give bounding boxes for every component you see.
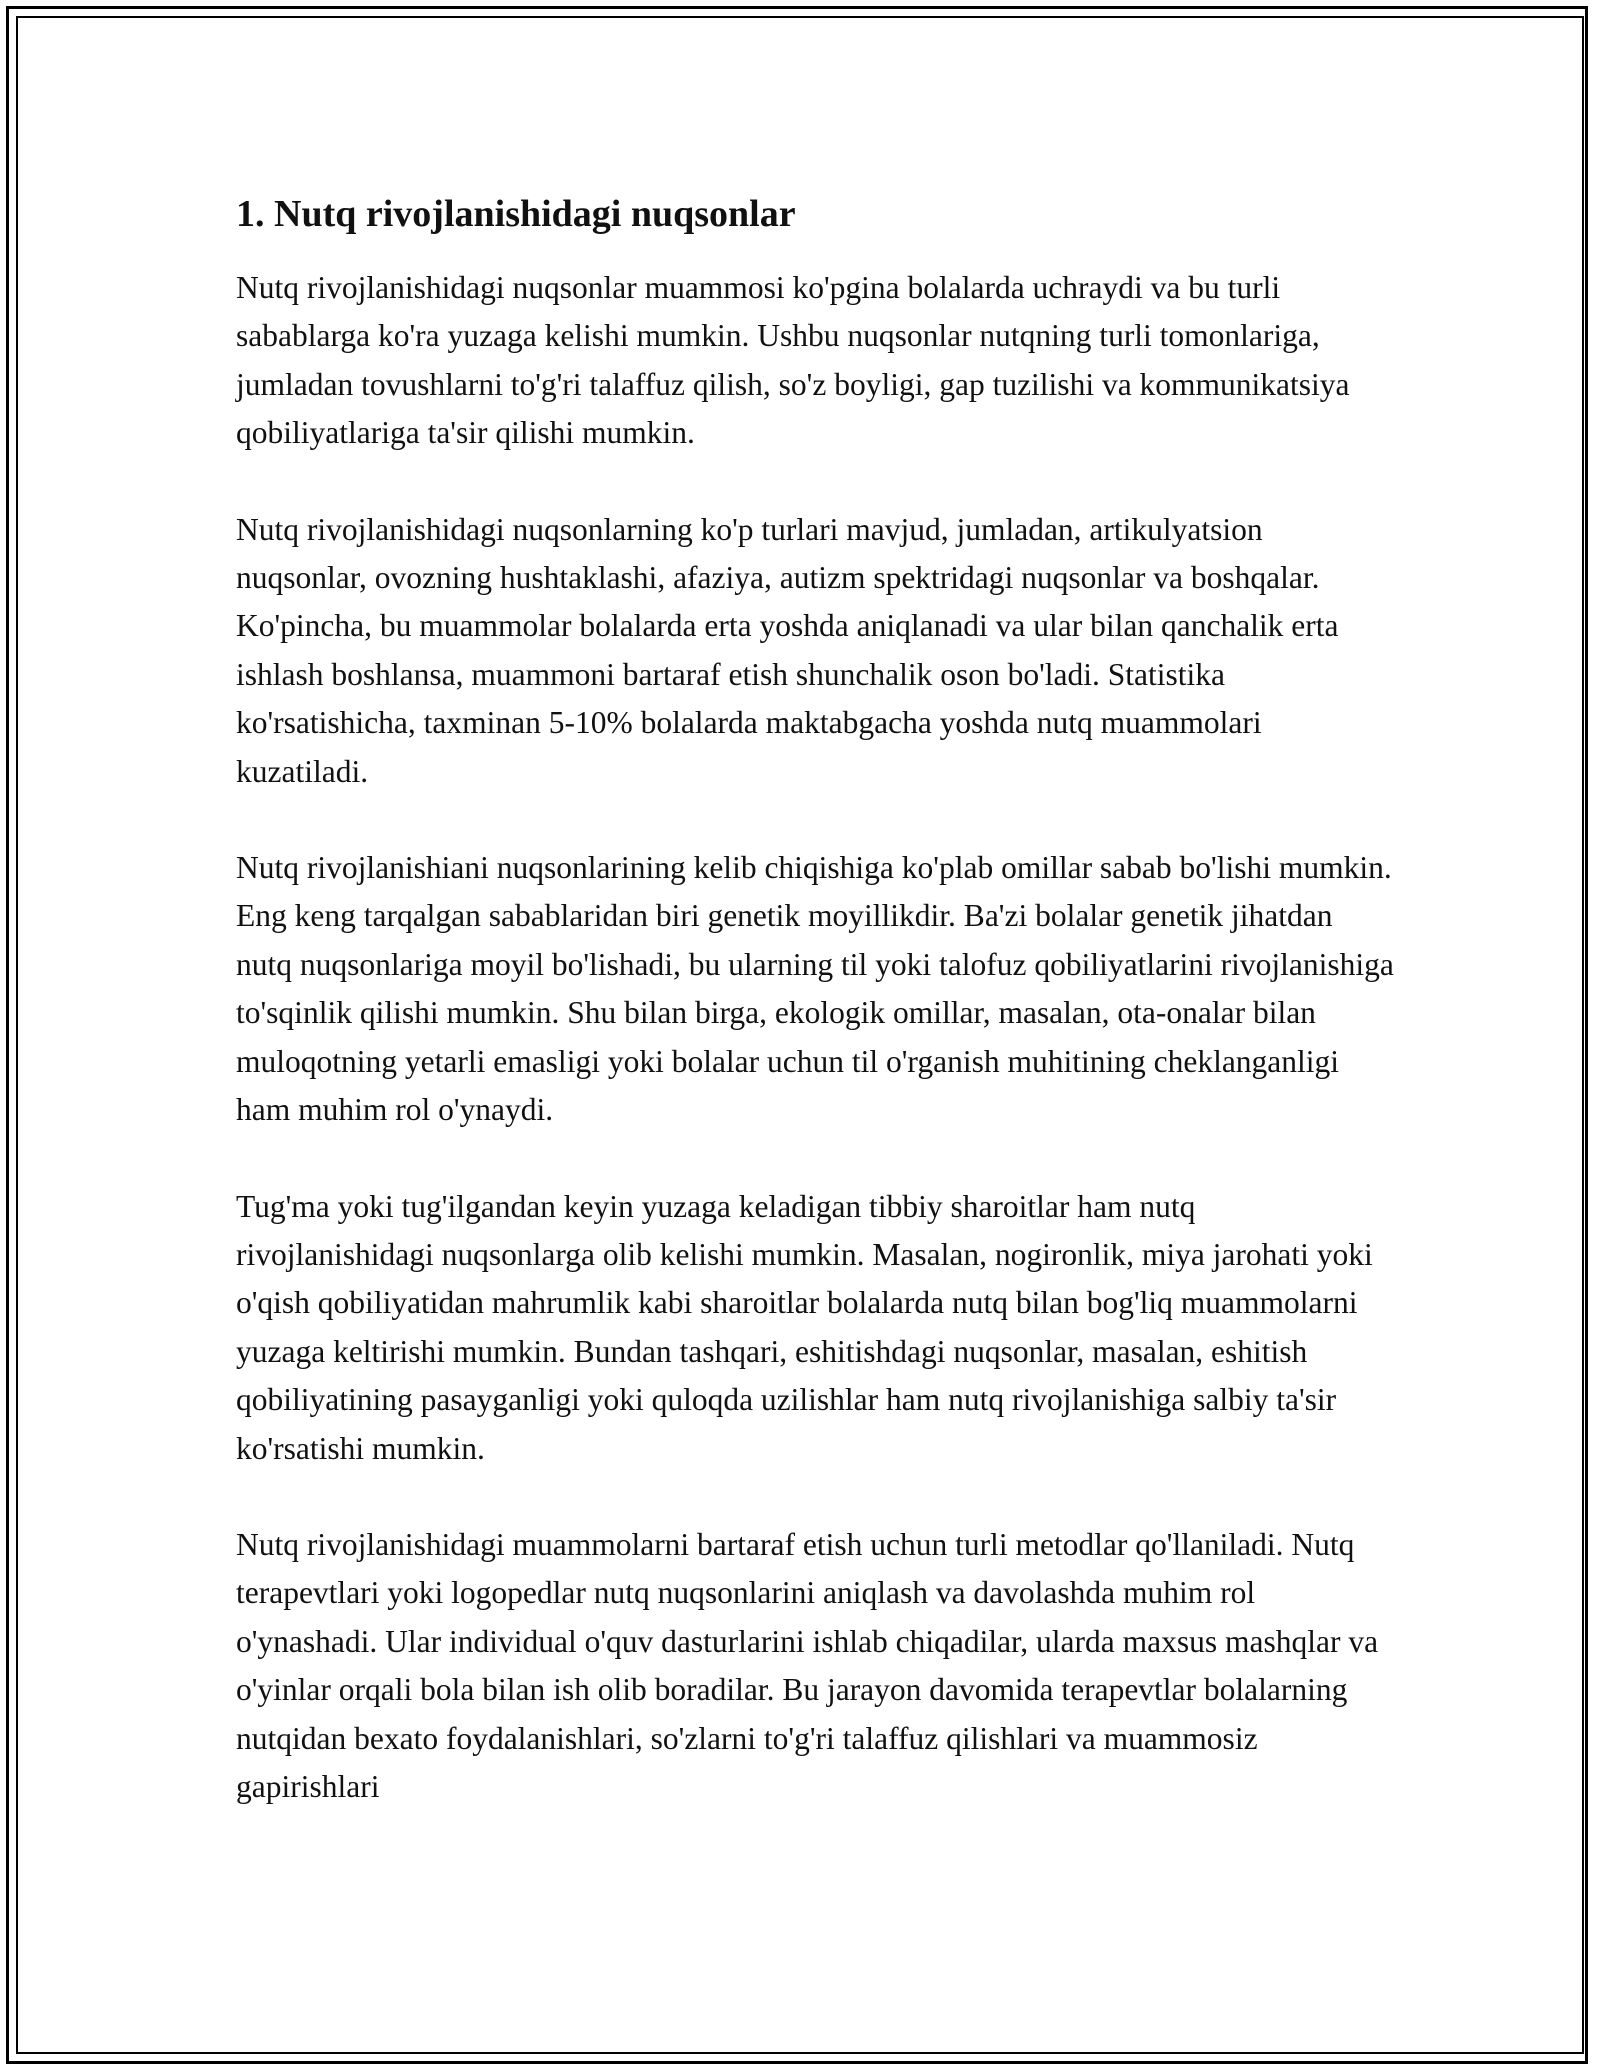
paragraph-1: Nutq rivojlanishidagi nuqsonlar muammosi ko'pgina bolalarda uchraydi va bu turli sabablarga ko'ra yuzaga kelishi mumkin. Ushbu nuqsonlar nutqning turli tomonlariga, jumladan tovushlarni to'g'ri talaffuz qilish, so'z boyligi, gap tuzilishi va kommunikatsiya qobiliyatlariga ta'sir qilishi mumkin. <box>236 270 1350 451</box>
paragraph-4: Tug'ma yoki tug'ilgandan keyin yuzaga keladigan tibbiy sharoitlar ham nutq rivojlanishidagi nuqsonlarga olib kelishi mumkin. Masalan, nogironlik, miya jarohati yoki o'qish qobiliyatidan mahrumlik kabi sharoitlar bolalarda nutq bilan bog'liq muammolarni yuzaga keltirishi mumkin. Bundan tashqari, eshitishdagi nuqsonlar, masalan, eshitish qobiliyatining pasayganligi yoki quloqda uzilishlar ham nutq rivojlanishiga salbiy ta'sir ko'rsatishi mumkin. <box>236 1188 1373 1466</box>
paragraph-2: Nutq rivojlanishidagi nuqsonlarning ko'p turlari mavjud, jumladan, artikulyatsion nuqsonlar, ovozning hushtaklashi, afaziya, autizm spektridagi nuqsonlar va boshqalar. Ko'pincha, bu muammolar bolalarda erta yoshda aniqlanadi va ular bilan qanchalik erta ishlash boshlansa, muammoni bartaraf etish shunchalik oson bo'ladi. Statistika ko'rsatishicha, taxminan 5-10% bolalarda maktabgacha yoshda nutq muammolari kuzatiladi. <box>236 511 1339 789</box>
section-heading: 1. Nutq rivojlanishidagi nuqsonlar <box>236 193 796 235</box>
paragraph-5: Nutq rivojlanishidagi muammolarni bartaraf etish uchun turli metodlar qo'llaniladi. Nutq terapevtlari yoki logopedlar nutq nuqsonlarini aniqlash va davolashda muhim rol o'ynashadi. Ular individual o'quv dasturlarini ishlab chiqadilar, ularda maxsus mashqlar va o'yinlar orqali bola bilan ish olib boradilar. Bu jarayon davomida terapevtlar bolalarning nutqidan bexato foydalanishlari, so'zlarni to'g'ri talaffuz qilishlari va muammosiz gapirishlari <box>236 1526 1379 1804</box>
document-body <box>236 186 1396 1859</box>
paragraph-3: Nutq rivojlanishiani nuqsonlarining kelib chiqishiga ko'plab omillar sabab bo'lishi mumkin. Eng keng tarqalgan sabablaridan biri genetik moyillikdir. Ba'zi bolalar genetik jihatdan nutq nuqsonlariga moyil bo'lishadi, bu ularning til yoki talofuz qobiliyatlarini rivojlanishiga to'sqinlik qilishi mumkin. Shu bilan birga, ekologik omillar, masalan, ota-onalar bilan muloqotning yetarli emasligi yoki bolalar uchun til o'rganish muhitining cheklanganligi ham muhim rol o'ynaydi. <box>236 850 1394 1128</box>
